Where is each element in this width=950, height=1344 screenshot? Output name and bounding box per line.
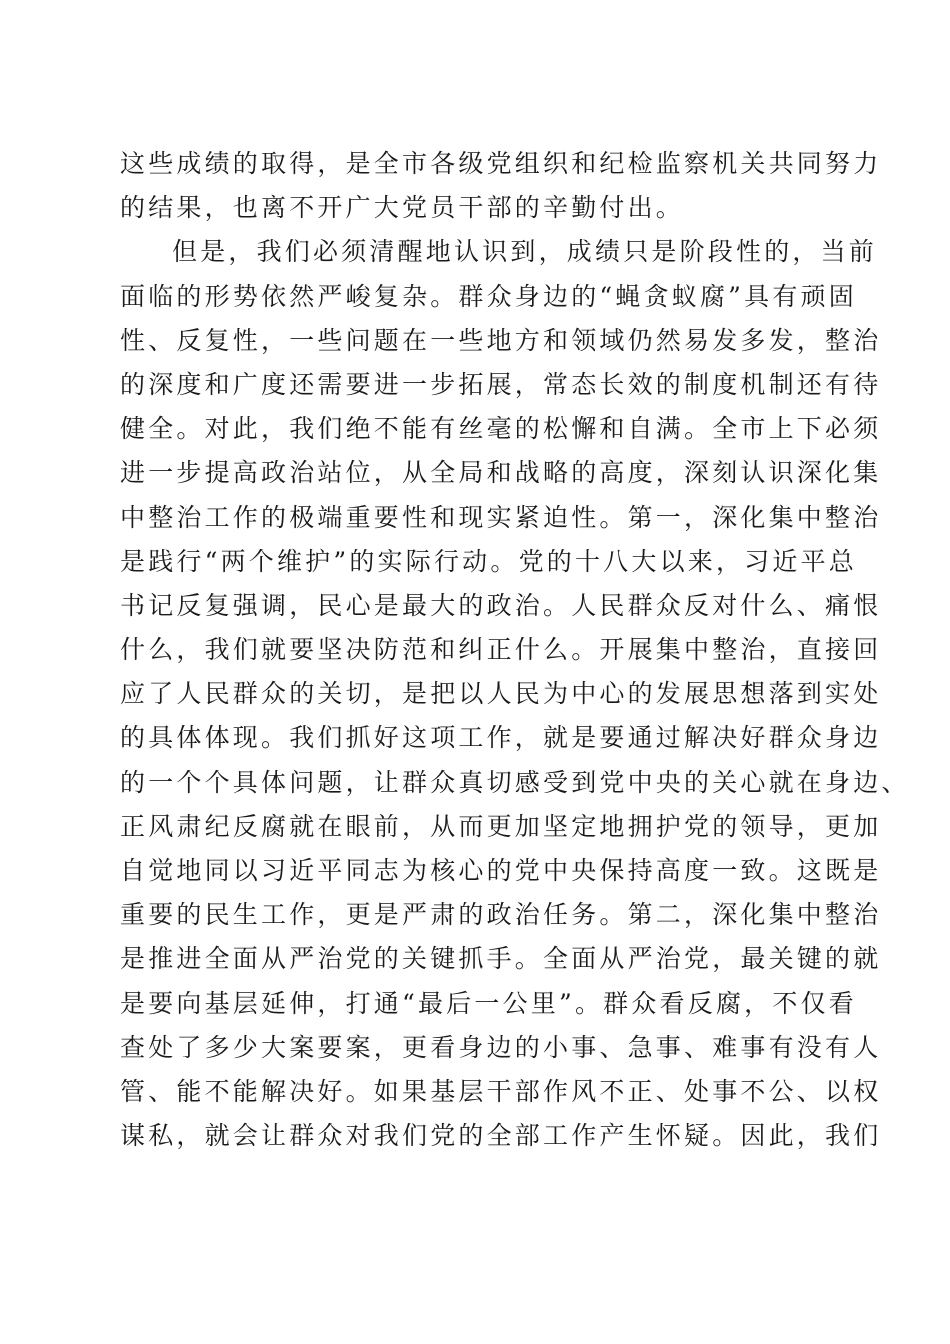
text-line: 查处了多少大案要案，更看身边的小事、急事、难事有没有人 bbox=[120, 1032, 882, 1062]
text-line: 是要向基层延伸，打通“最后一公里”。群众看反腐，不仅看 bbox=[120, 988, 857, 1018]
text-line: 进一步提高政治站位，从全局和战略的高度，深刻认识深化集 bbox=[120, 458, 882, 488]
text-line: 的结果，也离不开广大党员干部的辛勤付出。 bbox=[120, 193, 685, 223]
text-line: 的具体体现。我们抓好这项工作，就是要通过解决好群众身边 bbox=[120, 723, 882, 753]
body-text bbox=[120, 142, 910, 1158]
text-line: 应了人民群众的关切，是把以人民为中心的发展思想落到实处 bbox=[120, 679, 882, 709]
text-line: 这些成绩的取得，是全市各级党组织和纪检监察机关共同努力 bbox=[120, 149, 882, 178]
text-line: 自觉地同以习近平同志为核心的党中央保持高度一致。这既是 bbox=[120, 856, 882, 885]
text-line: 面临的形势依然严峻复杂。群众身边的“蝇贪蚁腐”具有顽固 bbox=[120, 281, 857, 311]
text-line: 是推进全面从严治党的关键抓手。全面从严治党，最关键的就 bbox=[120, 944, 882, 974]
text-line: 谋私，就会让群众对我们党的全部工作产生怀疑。因此，我们 bbox=[120, 1121, 882, 1151]
text-line: 的深度和广度还需要进一步拓展，常态长效的制度机制还有待 bbox=[120, 369, 882, 399]
text-line: 管、能不能解决好。如果基层干部作风不正、处事不公、以权 bbox=[120, 1076, 882, 1106]
text-line: 正风肃纪反腐就在眼前，从而更加坚定地拥护党的领导，更加 bbox=[120, 811, 882, 841]
paragraph-first-line: 但是，我们必须清醒地认识到，成绩只是阶段性的，当前 bbox=[172, 237, 878, 267]
text-line: 中整治工作的极端重要性和现实紧迫性。第一，深化集中整治 bbox=[120, 502, 882, 532]
text-line: 健全。对此，我们绝不能有丝毫的松懈和自满。全市上下必须 bbox=[120, 414, 882, 444]
text-line: 书记反复强调，民心是最大的政治。人民群众反对什么、痛恨 bbox=[120, 590, 882, 620]
text-line: 性、反复性，一些问题在一些地方和领域仍然易发多发，整治 bbox=[120, 325, 882, 355]
text-line: 的一个个具体问题，让群众真切感受到党中央的关心就在身边、 bbox=[120, 767, 910, 797]
text-line: 重要的民生工作，更是严肃的政治任务。第二，深化集中整治 bbox=[120, 900, 882, 930]
text-line: 是践行“两个维护”的实际行动。党的十八大以来，习近平总 bbox=[120, 546, 857, 576]
text-line: 什么，我们就要坚决防范和纠正什么。开展集中整治，直接回 bbox=[120, 635, 882, 665]
